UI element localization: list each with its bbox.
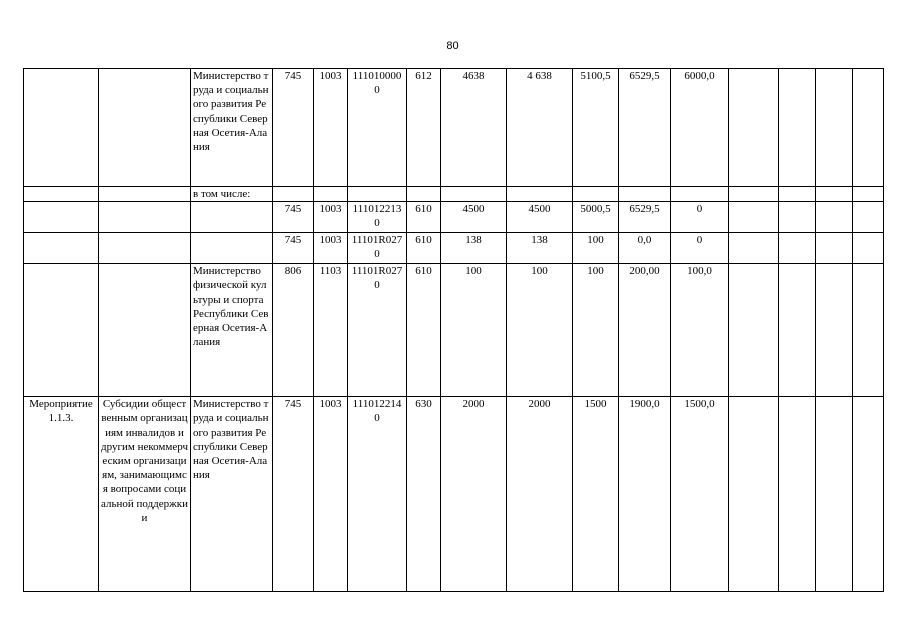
value-cell-1: 4638 <box>441 69 507 187</box>
rzpr-cell: 1103 <box>314 264 348 397</box>
empty-cell <box>816 397 853 592</box>
csr-cell: 11101R0270 <box>348 233 407 264</box>
measure-cell <box>24 264 99 397</box>
value-cell-2: 4 638 <box>507 69 573 187</box>
value-cell-4: 200,00 <box>619 264 671 397</box>
empty-cell <box>729 202 779 233</box>
value-cell-5: 0 <box>671 233 729 264</box>
empty-cell <box>816 187 853 202</box>
rzpr-cell <box>314 187 348 202</box>
page-number: 80 <box>446 40 459 52</box>
empty-cell <box>853 233 884 264</box>
empty-cell <box>729 69 779 187</box>
value-cell-1 <box>441 187 507 202</box>
empty-cell <box>729 264 779 397</box>
empty-cell <box>779 264 816 397</box>
grbs-cell: 745 <box>273 233 314 264</box>
csr-cell <box>348 187 407 202</box>
grbs-cell: 745 <box>273 202 314 233</box>
value-cell-3: 100 <box>573 264 619 397</box>
value-cell-3 <box>573 187 619 202</box>
value-cell-4: 6529,5 <box>619 202 671 233</box>
value-cell-1: 2000 <box>441 397 507 592</box>
empty-cell <box>853 202 884 233</box>
executor-cell: в том числе: <box>191 187 273 202</box>
value-cell-1: 4500 <box>441 202 507 233</box>
executor-cell: Министерство физической культуры и спорта Республики Северная Осетия-Алания <box>191 264 273 397</box>
name-cell: Субсидии общественным организациям инвалидов и другим некоммерческим организациям, занимающимся вопросами социальной поддержки и <box>99 397 191 592</box>
table-row <box>24 69 884 187</box>
empty-cell <box>853 264 884 397</box>
empty-cell <box>779 187 816 202</box>
value-cell-5: 6000,0 <box>671 69 729 187</box>
empty-cell <box>779 233 816 264</box>
name-cell <box>99 69 191 187</box>
value-cell-4: 1900,0 <box>619 397 671 592</box>
value-cell-1: 138 <box>441 233 507 264</box>
measure-cell <box>24 69 99 187</box>
value-cell-4: 6529,5 <box>619 69 671 187</box>
empty-cell <box>816 233 853 264</box>
empty-cell <box>816 202 853 233</box>
vr-cell: 610 <box>407 233 441 264</box>
vr-cell: 630 <box>407 397 441 592</box>
value-cell-5: 100,0 <box>671 264 729 397</box>
csr-cell: 1110122140 <box>348 397 407 592</box>
grbs-cell: 745 <box>273 397 314 592</box>
empty-cell <box>816 264 853 397</box>
value-cell-5: 1500,0 <box>671 397 729 592</box>
table-row <box>24 233 884 264</box>
vr-cell: 612 <box>407 69 441 187</box>
value-cell-3: 5100,5 <box>573 69 619 187</box>
csr-cell: 1110100000 <box>348 69 407 187</box>
value-cell-2: 138 <box>507 233 573 264</box>
executor-cell: Министерство труда и социального развития Республики Северная Осетия-Алания <box>191 397 273 592</box>
table-row <box>24 264 884 397</box>
measure-cell <box>24 233 99 264</box>
value-cell-1: 100 <box>441 264 507 397</box>
empty-cell <box>853 187 884 202</box>
empty-cell <box>853 397 884 592</box>
value-cell-4: 0,0 <box>619 233 671 264</box>
value-cell-2: 2000 <box>507 397 573 592</box>
empty-cell <box>779 202 816 233</box>
empty-cell <box>779 397 816 592</box>
empty-cell <box>816 69 853 187</box>
value-cell-5 <box>671 187 729 202</box>
value-cell-2: 100 <box>507 264 573 397</box>
name-cell <box>99 233 191 264</box>
empty-cell <box>853 69 884 187</box>
grbs-cell: 745 <box>273 69 314 187</box>
executor-cell <box>191 202 273 233</box>
rzpr-cell: 1003 <box>314 202 348 233</box>
csr-cell: 1110122130 <box>348 202 407 233</box>
rzpr-cell: 1003 <box>314 233 348 264</box>
vr-cell: 610 <box>407 202 441 233</box>
value-cell-4 <box>619 187 671 202</box>
empty-cell <box>729 397 779 592</box>
rzpr-cell: 1003 <box>314 397 348 592</box>
empty-cell <box>779 69 816 187</box>
vr-cell <box>407 187 441 202</box>
name-cell <box>99 187 191 202</box>
name-cell <box>99 264 191 397</box>
table-row <box>24 187 884 202</box>
value-cell-3: 100 <box>573 233 619 264</box>
empty-cell <box>729 233 779 264</box>
rzpr-cell: 1003 <box>314 69 348 187</box>
value-cell-2: 4500 <box>507 202 573 233</box>
executor-cell: Министерство труда и социального развития Республики Северная Осетия-Алания <box>191 69 273 187</box>
table-row <box>24 202 884 233</box>
measure-cell: Мероприятие 1.1.3. <box>24 397 99 592</box>
measure-cell <box>24 187 99 202</box>
value-cell-5: 0 <box>671 202 729 233</box>
csr-cell: 11101R0270 <box>348 264 407 397</box>
value-cell-3: 5000,5 <box>573 202 619 233</box>
value-cell-2 <box>507 187 573 202</box>
name-cell <box>99 202 191 233</box>
measure-cell <box>24 202 99 233</box>
vr-cell: 610 <box>407 264 441 397</box>
empty-cell <box>729 187 779 202</box>
grbs-cell: 806 <box>273 264 314 397</box>
grbs-cell <box>273 187 314 202</box>
executor-cell <box>191 233 273 264</box>
budget-table <box>23 68 884 592</box>
value-cell-3: 1500 <box>573 397 619 592</box>
table-row <box>24 397 884 592</box>
